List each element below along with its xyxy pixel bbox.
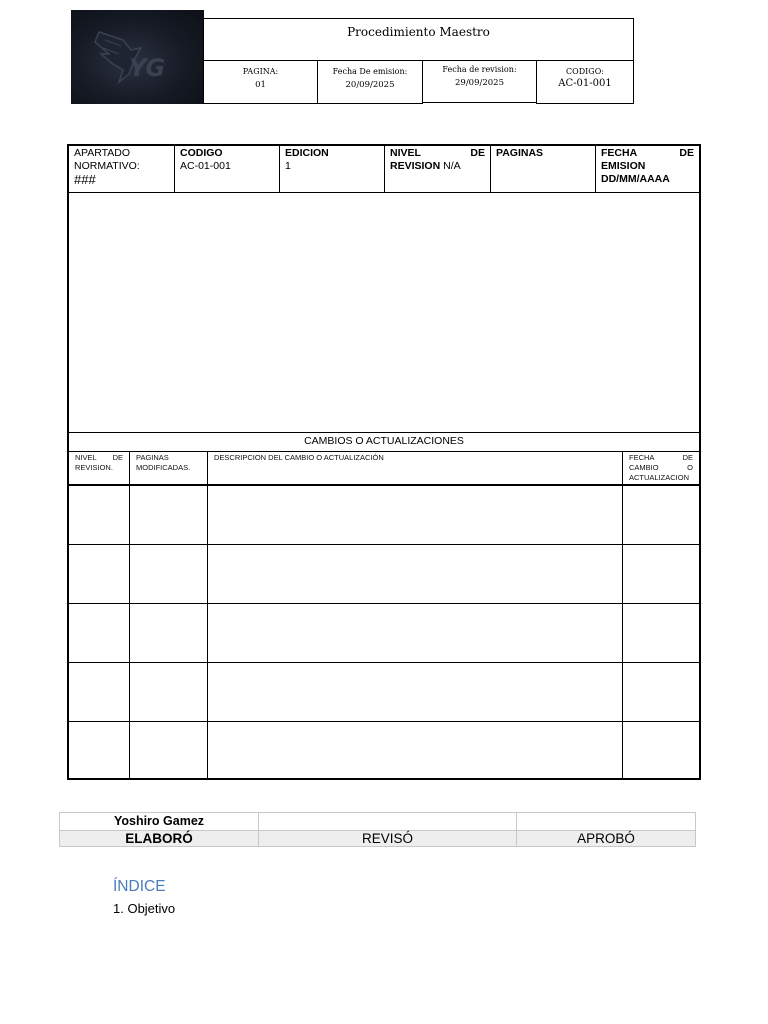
- col-actualizacion-word: ACTUALIZACION: [629, 473, 690, 482]
- index-title: ÍNDICE: [113, 878, 166, 895]
- paginas-cell: [491, 146, 596, 192]
- edicion-value: 1: [285, 160, 291, 172]
- codigo-col-label: CODIGO: [180, 147, 223, 159]
- signer-name: Yoshiro Gamez: [113, 814, 205, 828]
- fecha-revision-label: Fecha de revision:: [442, 65, 517, 74]
- revision-value: N/A: [443, 160, 461, 172]
- column-divider: [207, 452, 208, 778]
- index-item-objetivo[interactable]: 1. Objetivo: [113, 901, 176, 916]
- emision-label: EMISION: [601, 160, 646, 172]
- cambios-title: CAMBIOS O ACTUALIZACIONES: [69, 432, 699, 452]
- col-revision-word: REVISION.: [75, 463, 113, 472]
- signature-divider: [516, 813, 517, 846]
- fecha-de-word: DE: [679, 147, 694, 159]
- normativo-label: NORMATIVO:: [74, 160, 140, 172]
- edicion-cell: [280, 146, 385, 192]
- fecha-word: FECHA: [601, 147, 638, 159]
- nivel-de-label: DE: [470, 147, 485, 159]
- apartado-label: APARTADO: [74, 147, 131, 159]
- col-fecha-word: FECHA: [629, 453, 655, 462]
- signature-labels-row: [60, 830, 695, 846]
- apartado-normativo-cell: [69, 146, 175, 192]
- document-control-table: [67, 144, 701, 780]
- nivel-label: NIVEL: [390, 147, 421, 159]
- pagina-label: PAGINA:: [242, 67, 279, 76]
- codigo-col-value: AC-01-001: [180, 160, 231, 172]
- pagina-value: 01: [255, 80, 266, 90]
- fecha-emision-value: 20/09/2025: [345, 80, 395, 90]
- col-fecha-de-word: DE: [682, 453, 693, 462]
- codigo-cell: [175, 146, 280, 192]
- codigo-value: AC-01-001: [558, 78, 612, 89]
- column-divider: [622, 452, 623, 778]
- header-pagina-cell: [203, 60, 318, 104]
- col-nivel-revision: [69, 452, 129, 485]
- signature-table: [59, 812, 696, 847]
- metadata-row: [69, 146, 699, 193]
- fecha-revision-value: 29/09/2025: [455, 78, 504, 88]
- signature-divider: [258, 813, 259, 846]
- col-paginas-modificadas: [130, 452, 207, 485]
- col-o-word: O: [687, 463, 693, 472]
- document-title: Procedimiento Maestro: [203, 18, 634, 61]
- table-row-divider: [69, 603, 699, 604]
- codigo-label: CODIGO:: [566, 67, 604, 76]
- table-row-divider: [69, 662, 699, 663]
- logo-text: YG: [129, 54, 165, 82]
- apartado-value: ###: [74, 172, 96, 187]
- col-fecha-cambio: [623, 452, 699, 485]
- header-fecha-emision-cell: [317, 60, 423, 104]
- col-paginas-word: PAGINAS: [136, 453, 169, 462]
- revision-label: REVISION: [390, 160, 441, 172]
- fecha-emision-label: Fecha De emision:: [332, 67, 408, 76]
- col-cambio-word: CAMBIO: [629, 463, 659, 472]
- date-format-label: DD/MM/AAAA: [601, 173, 670, 185]
- col-descripcion: DESCRIPCION DEL CAMBIO O ACTUALIZACIÓN: [214, 453, 384, 462]
- table-row-divider: [69, 721, 699, 722]
- paginas-label: PAGINAS: [496, 147, 544, 159]
- header-codigo-cell: [536, 60, 634, 104]
- table-row-divider: [69, 544, 699, 545]
- company-logo: [71, 10, 204, 104]
- elaboro-label: ELABORÓ: [125, 831, 193, 846]
- edicion-label: EDICION: [285, 147, 329, 159]
- header-fecha-revision-cell: [422, 60, 537, 103]
- col-nivel-de-word: DE: [112, 453, 123, 462]
- fecha-emision-col-cell: [596, 146, 699, 192]
- nivel-revision-cell: [385, 146, 491, 192]
- aprobo-label: APROBÓ: [577, 831, 635, 846]
- col-modificadas-word: MODIFICADAS.: [136, 463, 191, 472]
- col-nivel-word: NIVEL: [75, 453, 97, 462]
- reviso-label: REVISÓ: [361, 831, 413, 846]
- header-divider: [69, 484, 699, 486]
- column-divider: [129, 452, 130, 778]
